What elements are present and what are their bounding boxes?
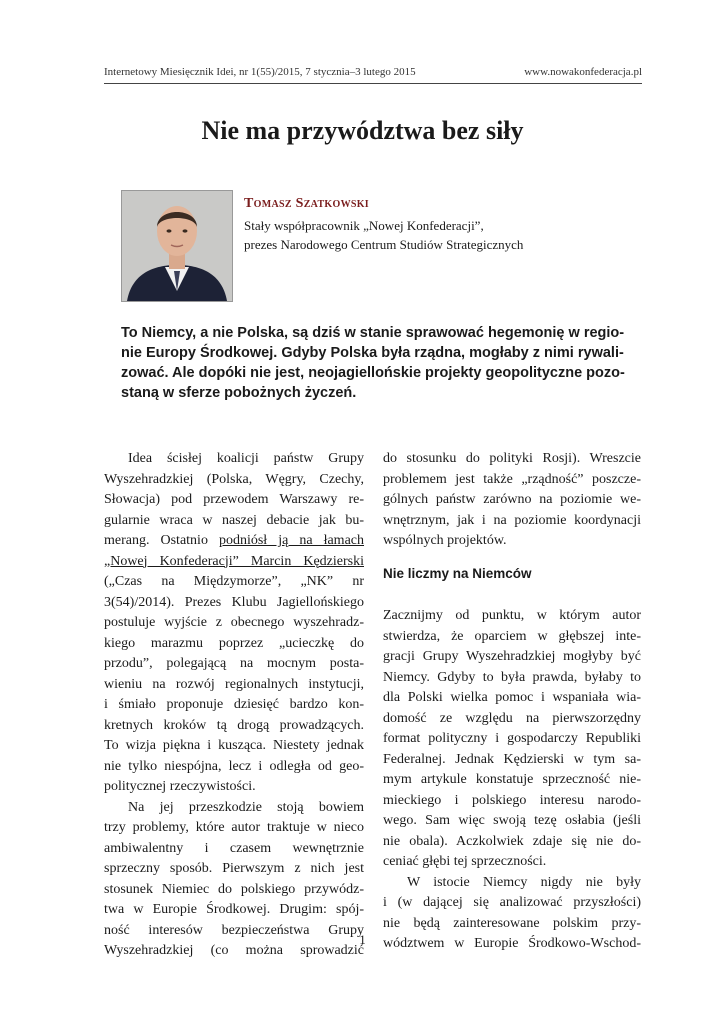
article-link[interactable]: podniósł ją na łamach <box>218 533 365 548</box>
body-column-right <box>383 449 641 955</box>
text-line: wnętrznym, jak i na poziomie koordynacji <box>383 512 641 528</box>
author-name: Tomasz Szatkowski <box>244 196 370 211</box>
text-line: twa w Europie Środkowej. Drugim: spój- <box>104 902 364 917</box>
text-line: nie tylko niespójna, lecz i odległa od geo- <box>104 758 364 774</box>
text-line: W istocie Niemcy nigdy nie były <box>407 874 641 890</box>
text-line: przodu”, polegającą na mocnym posta- <box>104 656 364 671</box>
header-divider <box>104 83 642 84</box>
text-line: do stosunku do polityki Rosji). Wreszcie <box>383 451 641 466</box>
text-line: kretnych kroków tą drogą prowadzących. <box>104 717 364 733</box>
text-line: Słowacja) pod przewodem Warszawy re- <box>104 492 364 507</box>
lead-line: staną w sferze pobożnych życzeń. <box>121 385 357 401</box>
text-line: nie będą zainteresowane polskim przy- <box>383 915 641 931</box>
text-line: gracji Grupy Wyszehradzkiej mogłyby być <box>383 649 641 664</box>
text-line: ceniać głębi tej sprzeczności. <box>383 854 547 869</box>
text-line: wództwem w Europie Środkowo-Wschod- <box>383 936 641 951</box>
journal-website[interactable]: www.nowakonfederacja.pl <box>524 66 642 78</box>
article-link[interactable]: „Nowej Konfederacji” Marcin Kędzierski <box>104 553 364 569</box>
text-line: kiego marazmu poprzez „ucieczkę do <box>104 635 364 651</box>
text-line: mym artykule konstatuje sprzeczność nie- <box>383 772 641 787</box>
text-line: Zacznijmy od punktu, w którym autor <box>383 608 641 623</box>
text-line: Na jej przeszkodzie stoją bowiem <box>128 799 364 815</box>
text-line: dla Polski wielka pomoc i wspaniała wia- <box>383 690 641 705</box>
text-line: 3(54)/2014). Prezes Klubu Jagiellońskiego <box>104 594 364 610</box>
text-line: gularnie wraca w naszej debacie jak bu- <box>104 512 364 528</box>
lead-line: To Niemcy, a nie Polska, są dziś w stanie sprawować hegemonię w regio- <box>121 325 625 341</box>
author-role: Stały współpracownik „Nowej Konfederacji”, <box>244 218 484 233</box>
text-line: sprzeczny sposób. Pierwszym z nich jest <box>104 861 364 876</box>
text-line: wego. Sam więc swoją tezę osłabia (jeśli <box>383 813 641 828</box>
text-line: problemem jest także „rządność” poszcze- <box>383 471 641 487</box>
author-photo <box>121 190 233 302</box>
journal-issue: Internetowy Miesięcznik Idei, nr 1(55)/2015, 7 stycznia–3 lutego 2015 <box>104 66 416 78</box>
page-number: 1 <box>359 932 366 947</box>
text-line: wieniu na rozwój regionalnych instytucji, <box>104 676 364 692</box>
author-affiliation: prezes Narodowego Centrum Studiów Strategicznych <box>244 237 524 252</box>
text-line: Idea ścisłej koalicji państw Grupy <box>128 451 364 466</box>
text-fragment: merang. Ostatnio <box>104 533 219 548</box>
text-line <box>104 531 364 552</box>
text-line: stosunek Niemiec do polskiego przywódz- <box>104 881 364 897</box>
text-line: trzy problemy, które autor traktuje w nieco <box>104 820 364 835</box>
text-line: To wizja piękna i kusząca. Niestety jednak <box>104 738 364 753</box>
text-line: postuluje wyjście z obecnego wyszehradz- <box>104 615 364 630</box>
text-line: ambiwalentny i czasem wewnętrznie <box>104 840 364 856</box>
author-info <box>244 196 645 254</box>
text-line: i (w dającej się analizować przyszłości) <box>383 895 641 910</box>
section-heading: Nie liczmy na Niemców <box>383 565 532 581</box>
text-line: stwierdza, że oparciem w głębszej inte- <box>383 628 641 644</box>
text-line: Federalnej. Jednak Kędzierski w tym sa- <box>383 751 641 767</box>
text-line: politycznej rzeczywistości. <box>104 779 256 794</box>
text-line: format polityczny i gospodarczy Republiki <box>383 731 641 746</box>
text-line: domość ze względu na pierwszorzędny <box>383 710 641 726</box>
text-line: Wyszehradzkiej (Polska, Węgry, Czechy, <box>104 471 364 487</box>
text-line: Wyszehradzkiej (co można sprowadzić <box>104 943 364 958</box>
text-line: Niemcy. Gdyby to była prawda, byłaby to <box>383 669 641 685</box>
article-lead <box>121 323 635 403</box>
text-line: i śmiało proponuje dziesięć bardzo kon- <box>104 697 364 712</box>
text-line: mieckiego i polskiego interesu narodo- <box>383 792 641 808</box>
text-line: wspólnych projektów. <box>383 533 507 548</box>
text-line: ność interesów bezpieczeństwa Grupy <box>104 922 364 938</box>
text-line: („Czas na Międzymorze”, „NK” nr <box>104 574 364 589</box>
lead-line: zować. Ale dopóki nie jest, neojagiellońskie projekty geopolityczne pozo- <box>121 365 625 381</box>
text-line: gólnych państw zarówno na poziomie we- <box>383 492 641 507</box>
lead-line: nie Europy Środkowej. Gdyby Polska była rządna, mogłaby z nimi rywali- <box>121 345 624 361</box>
article-title: Nie ma przywództwa bez siły <box>201 116 524 145</box>
text-line: nie obala). Aczkolwiek zdaje się nie do- <box>383 833 641 849</box>
running-header <box>104 66 642 78</box>
body-column-left <box>104 449 364 962</box>
